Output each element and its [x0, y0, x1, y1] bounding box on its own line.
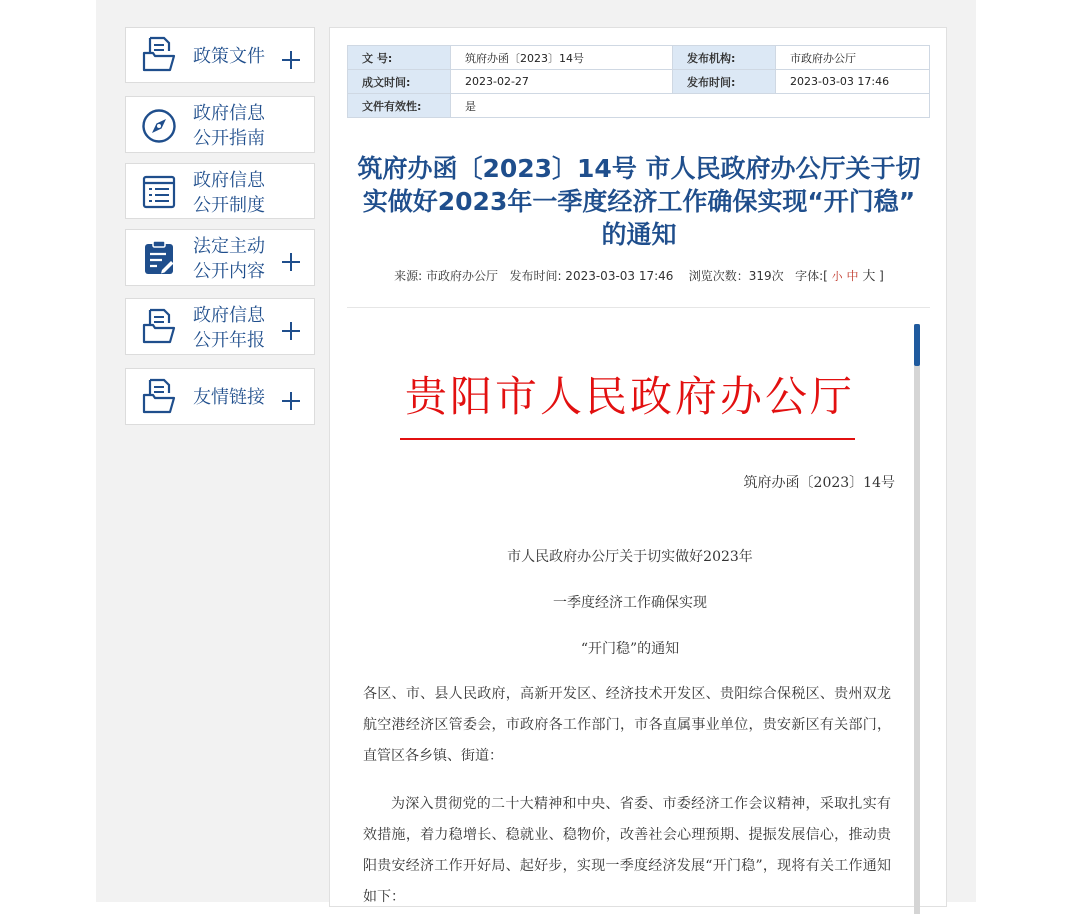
font-size-close: ]: [879, 269, 884, 283]
expand-plus-icon[interactable]: [282, 322, 300, 340]
sidebar-item-label-line1: 政府信息: [193, 305, 265, 326]
clipboard-icon: [141, 240, 177, 276]
sidebar-item-label-line1: 政府信息: [193, 103, 265, 124]
article-views: 浏览次数：319次: [688, 269, 784, 283]
sidebar-item-label-line2: 公开年报: [193, 330, 265, 351]
sidebar-item-label-line2: 公开指南: [193, 128, 265, 149]
doc-number-value: 筑府办函〔2023〕14号: [451, 46, 673, 70]
article-title: [344, 152, 934, 251]
sidebar-item-label: 友情链接: [193, 387, 265, 408]
sidebar-item-annual-report[interactable]: [125, 298, 315, 355]
sidebar-item-label-line2: 公开内容: [193, 261, 265, 282]
sidebar-item-friendly-links[interactable]: [125, 368, 315, 425]
article-title-line3: 的通知: [601, 220, 677, 249]
document-title-line3: “开门稳”的通知: [580, 641, 680, 657]
font-small-button[interactable]: 小: [831, 270, 843, 283]
compass-icon: [141, 108, 177, 144]
main-content: [329, 27, 947, 907]
recipients-paragraph: 各区、市、县人民政府，高新开发区、经济技术开发区、贵阳综合保税区、贵州双龙航空港经济区管委会，市政府各工作部门，市各直属事业单位，贵安新区有关部门，直管区各乡镇、街道：: [363, 686, 891, 764]
body-paragraph: 为深入贯彻党的二十大精神和中央、省委、市委经济工作会议精神，采取扎实有效措施，着力稳增长、稳就业、稳物价，改善社会心理预期、提振发展信心，推动贵阳贵安经济工作开好局、起好步，实现一季度经济发展“开门稳”，现将有关工作通知如下：: [363, 796, 891, 905]
document-body: [347, 324, 917, 914]
document-meta-table: [347, 45, 930, 118]
document-icon: [141, 378, 177, 414]
sidebar-item-label-line1: 法定主动: [193, 236, 265, 257]
issuing-organization: 贵阳市人民政府办公厅: [404, 372, 855, 421]
document-number: 筑府办函〔2023〕14号: [743, 475, 895, 491]
divider: [347, 307, 930, 308]
publish-time-label: 发布时间:: [673, 70, 776, 94]
expand-plus-icon[interactable]: [282, 51, 300, 69]
scrollbar-track[interactable]: [914, 324, 920, 914]
sidebar-item-statutory-disclosure[interactable]: [125, 229, 315, 286]
sidebar-item-label-line1: 政府信息: [193, 170, 265, 191]
font-size-label: 字体:[: [795, 269, 828, 283]
created-date-label: 成文时间:: [348, 70, 451, 94]
sidebar-item-label-line2: 公开制度: [193, 195, 265, 216]
expand-plus-icon[interactable]: [282, 253, 300, 271]
expand-plus-icon[interactable]: [282, 392, 300, 410]
red-header-line: [400, 438, 855, 440]
sidebar-item-disclosure-system[interactable]: [125, 163, 315, 219]
font-medium-button[interactable]: 中: [846, 269, 859, 283]
issuer-value: 市政府办公厅: [776, 46, 930, 70]
issuer-label: 发布机构:: [673, 46, 776, 70]
document-icon: [141, 36, 177, 72]
sidebar-item-disclosure-guide[interactable]: [125, 96, 315, 153]
font-large-button[interactable]: 大: [862, 269, 876, 284]
article-info-bar: [330, 265, 948, 284]
document-title-line1: 市人民政府办公厅关于切实做好2023年: [507, 549, 753, 565]
article-title-line2: 实做好2023年一季度经济工作确保实现“开门稳”: [362, 187, 916, 216]
created-date-value: 2023-02-27: [451, 70, 673, 94]
doc-number-label: 文 号:: [348, 46, 451, 70]
sidebar-item-label: 政策文件: [193, 46, 265, 67]
article-publish-time: 发布时间: 2023-03-03 17:46: [509, 269, 674, 283]
validity-value: 是: [451, 94, 930, 118]
validity-label: 文件有效性:: [348, 94, 451, 118]
list-icon: [141, 174, 177, 210]
scrollbar-thumb[interactable]: [914, 324, 920, 366]
sidebar-item-policy-documents[interactable]: [125, 27, 315, 83]
document-icon: [141, 308, 177, 344]
article-source: 来源: 市政府办公厅: [394, 269, 498, 283]
article-title-line1: 筑府办函〔2023〕14号 市人民政府办公厅关于切: [357, 154, 921, 183]
publish-time-value: 2023-03-03 17:46: [776, 70, 930, 94]
document-title-line2: 一季度经济工作确保实现: [553, 595, 707, 611]
